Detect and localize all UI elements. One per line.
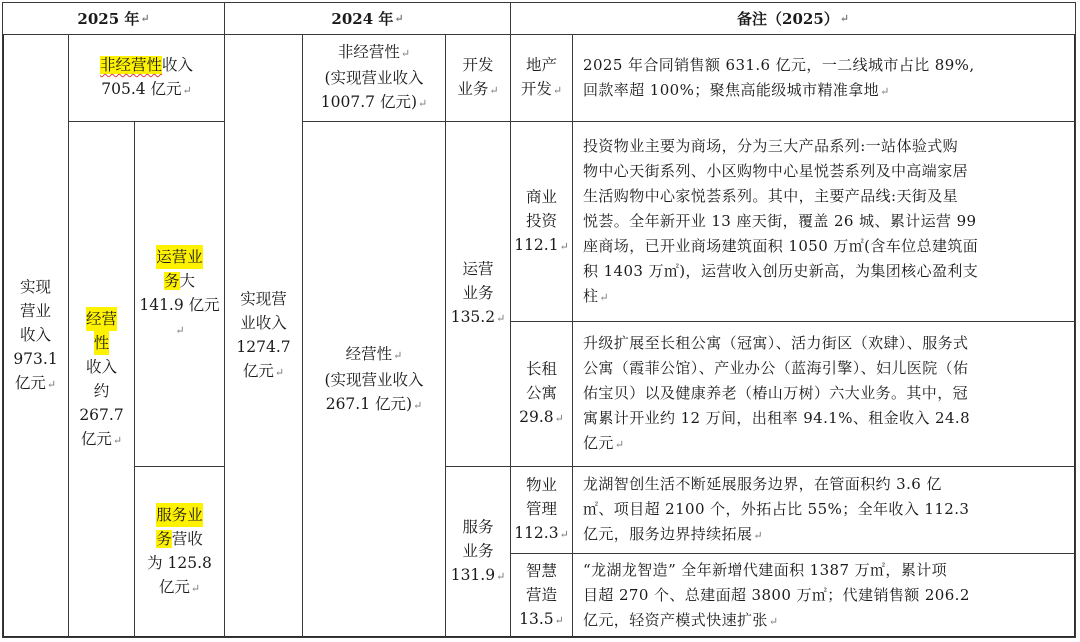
operating-2024-line: 267.1 亿元)↵: [325, 394, 423, 413]
service-business-2025-value: 为 125.8: [147, 554, 212, 572]
operating-2025-hl: 经营: [86, 307, 117, 331]
segment-operations-line: 135.2↵: [450, 308, 506, 326]
operating-2025-line: 约: [93, 381, 110, 400]
subsegment-smart: [510, 553, 573, 638]
subsegment-smart-line: 智慧: [525, 561, 557, 580]
segment-services-line: 业务: [462, 542, 494, 560]
non-operating-2024-cell: [302, 34, 446, 122]
segment-services-line: 服务: [462, 518, 494, 536]
note-line: 龙湖智创生活不断延展服务边界，在管面积约 3.6 亿: [583, 475, 942, 493]
subsegment-rental-line: 29.8↵: [519, 408, 564, 426]
note-line: 目超 270 个、总建面超 3800 万㎡；代建销售额 206.2: [583, 585, 970, 604]
ops-business-2025-cell: [134, 121, 225, 467]
note-line: 座商场，已开业商场建筑面积 1050 万㎡(含车位总建筑面: [583, 236, 979, 255]
note-line: 公寓（霞菲公馆）、产业办公（蓝海引擎）、妇儿医院（佑: [583, 359, 969, 377]
service-business-2025-cell: [134, 466, 225, 638]
note-line: 悦荟。全年新开业 13 座天街，覆盖 26 城、累计运营 99: [583, 211, 977, 230]
note-commercial: [572, 121, 1076, 322]
ops-business-2025-value: 141.9 亿元↵: [139, 296, 220, 337]
note-line: “龙湖龙智造” 全年新增代建面积 1387 万㎡，累计项: [583, 560, 948, 579]
note-line: 生活购物中心家悦荟系列。其中，主要产品线:天街及星: [583, 186, 959, 205]
note-line: 回款率超 100%；聚焦高能级城市精准拿地↵: [583, 80, 890, 99]
subsegment-rental-line: 长租: [525, 360, 557, 378]
note-land: [572, 34, 1076, 122]
total-2024-line: 亿元↵: [242, 362, 285, 380]
total-2025-cell: [2, 34, 69, 638]
segment-operations-line: 运营: [462, 260, 494, 278]
note-smart: [572, 553, 1076, 638]
total-2025-line: 亿元↵: [14, 374, 57, 392]
note-line: 投资物业主要为商场，分为三大产品系列:一站体验式购: [583, 136, 959, 155]
subsegment-rental: [510, 321, 573, 467]
total-2024-cell: [224, 34, 303, 638]
subsegment-property: [510, 466, 573, 554]
subsegment-commercial-line: 112.1↵: [514, 235, 569, 254]
subsegment-smart-line: 13.5↵: [519, 609, 564, 628]
header-note-text: 备注（2025）: [737, 9, 839, 28]
segment-operations-line: 业务: [462, 284, 494, 302]
operating-2025-line: 收入: [85, 357, 117, 376]
note-line: 柱↵: [583, 286, 610, 305]
ops-business-2025-hl2: 务大: [163, 272, 196, 290]
header-2024: 2024 年 ↵: [224, 2, 511, 35]
operating-2024-line: (实现营业收入: [324, 370, 424, 389]
note-line: 升级扩展至长租公寓（冠寓）、活力街区（欢肆）、服务式: [583, 334, 969, 352]
non-operating-2024-line: 1007.7 亿元)↵: [320, 93, 428, 111]
note-line: 寓累计开业约 12 万间，出租率 94.1%、租金收入 24.8: [583, 409, 971, 427]
total-2024-line: 1274.7: [236, 338, 291, 356]
note-line: 佑宝贝）以及健康养老（椿山万树）六大业务。其中，冠: [583, 384, 969, 402]
note-rental: [572, 321, 1076, 467]
non-operating-2025-cell: [68, 34, 225, 122]
non-operating-2025-value: 705.4 亿元↵: [101, 80, 192, 98]
service-business-2025-value: 亿元↵: [158, 578, 201, 596]
subsegment-property-line: 物业: [525, 476, 557, 494]
header-2025-text: 2025 年: [77, 9, 140, 28]
subsegment-property-line: 112.3↵: [514, 524, 569, 542]
operating-2024-cell: [302, 121, 446, 638]
operating-2025-line: 亿元↵: [80, 429, 123, 448]
service-business-2025-hl: 服务业: [156, 503, 203, 527]
total-2025-line: 收入: [19, 326, 51, 344]
segment-development-line: 业务↵: [457, 80, 499, 98]
subsegment-property-line: 管理: [525, 500, 557, 518]
segment-development: [445, 34, 511, 122]
subsegment-commercial-line: 投资: [525, 211, 557, 230]
segment-development-line: 开发: [462, 56, 494, 74]
total-2025-line: 营业: [19, 302, 51, 320]
subsegment-rental-line: 公寓: [525, 384, 557, 402]
note-line: 亿元，服务边界持续拓展↵: [583, 525, 764, 543]
operating-2025-cell: [68, 121, 135, 638]
subsegment-commercial: [510, 121, 573, 322]
note-line: 亿元，轻资产模式快速扩张↵: [583, 610, 779, 629]
total-2025-line: 实现: [19, 278, 51, 296]
non-operating-2024-line: (实现营业收入: [324, 69, 424, 87]
non-operating-2025-label: 非经营性收入: [99, 56, 194, 74]
note-line: 积 1403 万㎡)，运营收入创历史新高，为集团核心盈利支: [583, 261, 979, 280]
subsegment-commercial-line: 商业: [525, 187, 557, 206]
ops-business-2025-hl: 运营业: [156, 245, 203, 269]
total-2025-line: 973.1: [13, 350, 58, 368]
subsegment-land-line: 开发↵: [520, 80, 563, 98]
subsegment-land: [510, 34, 573, 122]
non-operating-2024-line: 非经营性↵: [337, 43, 411, 61]
subsegment-land-line: 地产: [525, 56, 557, 74]
note-line: 2025 年合同销售额 631.6 亿元，一二线城市占比 89%,: [583, 55, 975, 74]
segment-operations: [445, 121, 511, 467]
service-business-2025-hl2: 务营收: [156, 530, 203, 548]
operating-2024-line: 经营性↵: [345, 344, 403, 363]
total-2024-line: 业收入: [240, 314, 287, 332]
header-2024-text: 2024 年: [331, 9, 394, 28]
segment-services-line: 131.9↵: [450, 566, 506, 584]
subsegment-smart-line: 营造: [525, 585, 557, 604]
operating-2025-line: 267.7: [79, 405, 124, 424]
note-property: [572, 466, 1076, 554]
header-2025: 2025 年 ↵: [2, 2, 225, 35]
header-note: 备注（2025） ↵: [510, 2, 1076, 35]
note-line: 物中心天街系列、小区购物中心星悦荟系列及中高端家居: [583, 161, 969, 180]
note-line: 亿元↵: [583, 434, 625, 452]
note-line: ㎡、项目超 2100 个，外拓占比 55%；全年收入 112.3: [583, 500, 970, 518]
segment-services: [445, 466, 511, 638]
total-2024-line: 实现营: [240, 290, 287, 308]
operating-2025-hl: 性: [94, 331, 110, 355]
